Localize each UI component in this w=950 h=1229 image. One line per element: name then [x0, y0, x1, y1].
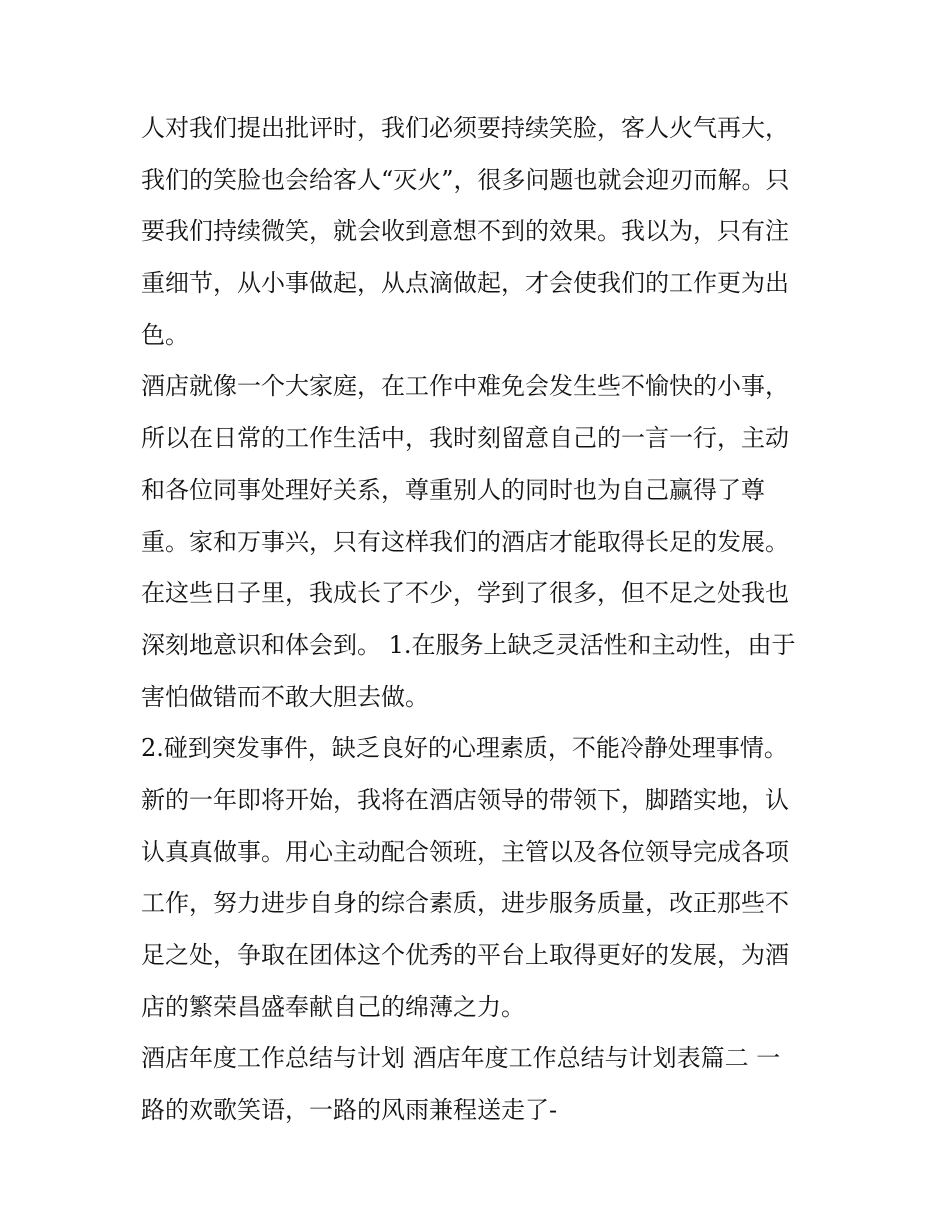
text-line: 足之处，争取在团体这个优秀的平台上取得更好的发展，为酒 — [141, 941, 789, 969]
text-line: 要我们持续微笑，就会收到意想不到的效果。我以为，只有注 — [141, 217, 789, 246]
text-line: 新的一年即将开始，我将在酒店领导的带领下，脚踏实地，认 — [141, 785, 789, 814]
text-line: 酒店年度工作总结与计划 酒店年度工作总结与计划表篇二 一 — [141, 1044, 781, 1073]
text-line: 害怕做错而不敢大胆去做。 — [141, 682, 429, 711]
text-line: 所以在日常的工作生活中，我时刻留意自己的一言一行，主动 — [141, 424, 789, 453]
text-line: 路的欢歌笑语，一路的风雨兼程送走了- — [141, 1096, 558, 1125]
text-line: 认真真做事。用心主动配合领班，主管以及各位领导完成各项 — [141, 837, 789, 866]
text-line: 重细节，从小事做起，从点滴做起，才会使我们的工作更为出 — [141, 269, 789, 298]
text-line: 工作，努力进步自身的综合素质，进步服务质量，改正那些不 — [141, 889, 789, 918]
text-line: 店的繁荣昌盛奉献自己的绵薄之力。 — [141, 992, 525, 1021]
text-line: 色。 — [141, 320, 189, 349]
text-line: 我们的笑脸也会给客人“灭火”，很多问题也就会迎刃而解。只 — [141, 165, 790, 194]
text-line: 和各位同事处理好关系，尊重别人的同时也为自己赢得了尊 — [141, 475, 765, 504]
text-line: 重。家和万事兴，只有这样我们的酒店才能取得长足的发展。 — [141, 527, 789, 556]
text-line: 酒店就像一个大家庭，在工作中难免会发生些不愉快的小事， — [141, 372, 789, 401]
text-line: 深刻地意识和体会到。 1.在服务上缺乏灵活性和主动性，由于 — [141, 630, 796, 659]
document-body — [141, 103, 821, 1137]
text-line: 2.碰到突发事件，缺乏良好的心理素质，不能冷静处理事情。 — [141, 734, 788, 763]
text-line: 人对我们提出批评时，我们必须要持续笑脸，客人火气再大， — [141, 114, 789, 142]
text-line: 在这些日子里，我成长了不少，学到了很多，但不足之处我也 — [141, 579, 789, 608]
